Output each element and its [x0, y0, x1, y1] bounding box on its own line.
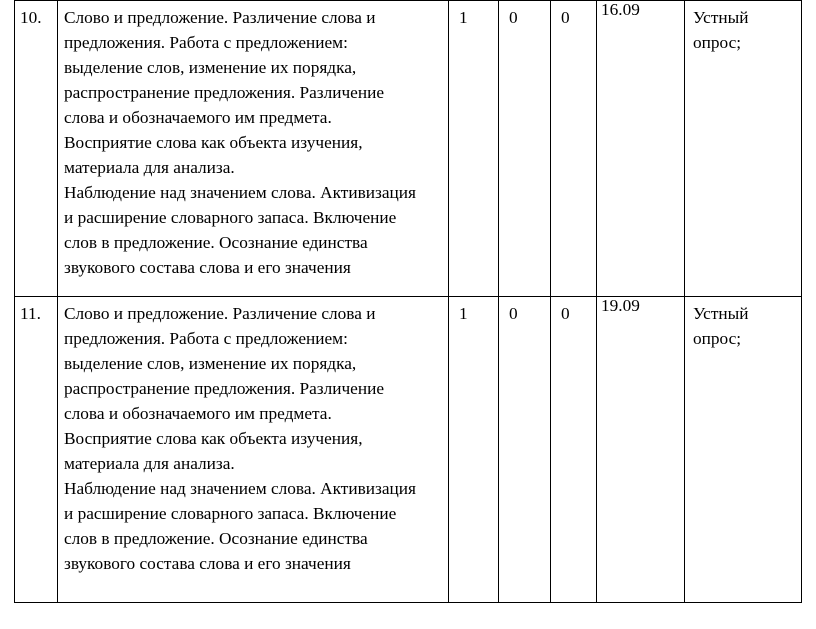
hours-control: 0	[499, 297, 551, 603]
lesson-topic	[58, 1, 449, 297]
hours-practice: 0	[551, 297, 597, 603]
topic-line: выделение слов, изменение их порядка,	[64, 58, 357, 77]
hours-total: 1	[449, 1, 499, 297]
topic-line: Наблюдение над значением слова. Активизация	[64, 183, 416, 202]
lesson-number: 11.	[15, 297, 58, 603]
date-value: 16.09	[601, 0, 640, 19]
topic-line: распространение предложения. Различение	[64, 83, 385, 102]
topic-line: слов в предложение. Осознание единства	[64, 529, 368, 548]
topic-line: Восприятие слова как объекта изучения,	[64, 429, 363, 448]
topic-line: Восприятие слова как объекта изучения,	[64, 133, 363, 152]
control-form: Устный опрос;	[685, 1, 802, 297]
hours-total: 1	[449, 297, 499, 603]
topic-line: материала для анализа.	[64, 454, 235, 473]
topic-line: Наблюдение над значением слова. Активизация	[64, 479, 416, 498]
topic-line: распространение предложения. Различение	[64, 379, 385, 398]
topic-line: слова и обозначаемого им предмета.	[64, 108, 332, 127]
table-row	[15, 1, 802, 297]
lesson-topic	[58, 297, 449, 603]
topic-line: слов в предложение. Осознание единства	[64, 233, 368, 252]
hours-control: 0	[499, 1, 551, 297]
topic-line: материала для анализа.	[64, 158, 235, 177]
topic-line: и расширение словарного запаса. Включение	[64, 208, 397, 227]
topic-line: Слово и предложение. Различение слова и	[64, 8, 376, 27]
lesson-date	[597, 297, 685, 603]
topic-line: выделение слов, изменение их порядка,	[64, 354, 357, 373]
hours-practice: 0	[551, 1, 597, 297]
topic-line: предложения. Работа с предложением:	[64, 33, 348, 52]
control-form: Устный опрос;	[685, 297, 802, 603]
table-row	[15, 297, 802, 603]
lesson-plan-table	[14, 0, 802, 603]
topic-line: Слово и предложение. Различение слова и	[64, 304, 376, 323]
lesson-number: 10.	[15, 1, 58, 297]
lesson-date	[597, 1, 685, 297]
topic-line: слова и обозначаемого им предмета.	[64, 404, 332, 423]
topic-line: предложения. Работа с предложением:	[64, 329, 348, 348]
topic-line: и расширение словарного запаса. Включение	[64, 504, 397, 523]
date-value: 19.09	[601, 296, 640, 315]
topic-line: звукового состава слова и его значения	[64, 258, 351, 277]
topic-line: звукового состава слова и его значения	[64, 554, 351, 573]
